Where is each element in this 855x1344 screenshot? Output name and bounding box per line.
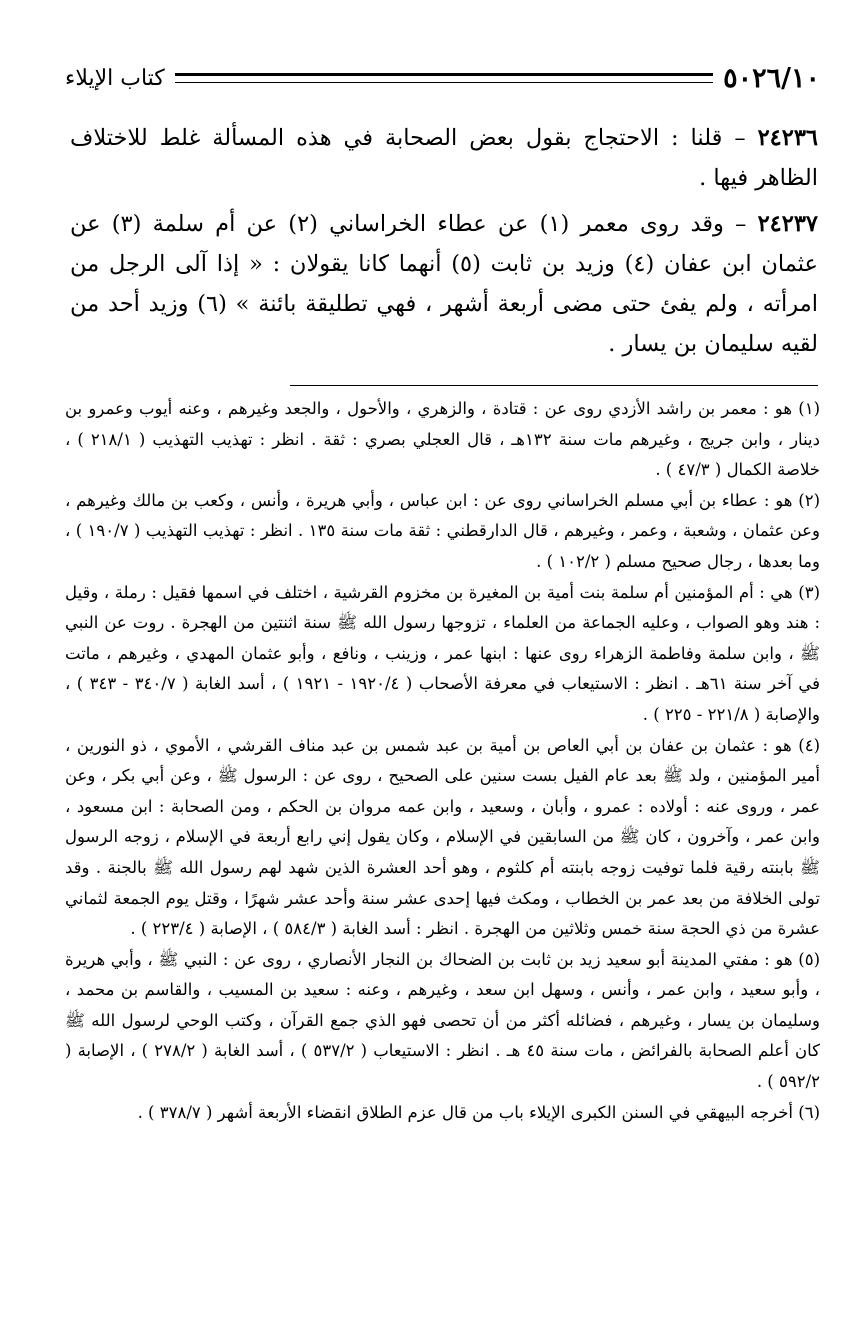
footnote-divider <box>290 385 818 386</box>
footnote: (٣) هي : أم المؤمنين أم سلمة بنت أمية بن المغيرة بن مخزوم القرشية ، اختلف في اسمها فقيل : رملة ، وقيل : هند وهو الصواب ، وعليه الجماعة من العلماء ، تزوجها رسول الله ﷺ سنة اثنتين من الهجرة . روت عن النبي ﷺ ، وابن سلمة وفاطمة الزهراء روى عنها : ابنها عمر ، وزينب ، ونافع ، وأبو عثمان المهدي ، وغيرهم ، ماتت في آخر سنة ٦١هـ . انظر : الاستيعاب في معرفة الأصحاب ( ١٩٢٠/٤ - ١٩٢١ ) ، أسد الغابة ( ٣٤٠/٧ - ٣٤٣ ) ، والإصابة ( ٢٢١/٨ - ٢٢٥ ) . <box>65 582 820 724</box>
main-text <box>70 118 818 370</box>
paragraph-text: – قلنا : الاحتجاج بقول بعض الصحابة في هذه المسألة غلط للاختلاف الظاهر فيها . <box>70 125 818 191</box>
footnote: (١) هو : معمر بن راشد الأزدي روى عن : قتادة ، والزهري ، والأحول ، والجعد وغيرهم ، وعنه أيوب وعمرو بن دينار ، وابن جريج ، وغيرهم مات سنة ١٣٢هـ ، قال العجلي بصري : ثقة . انظر : تهذيب التهذيب ( ٢١٨/١ ) ، خلاصة الكمال ( ٤٧/٣ ) . <box>65 399 820 480</box>
paragraph-text: – وقد روى معمر (١) عن عطاء الخراساني (٢) عن أم سلمة (٣) عن عثمان ابن عفان (٤) وزيد بن ثابت (٥) أنهما كانا يقولان : « إذا آلى الرجل من امرأته ، ولم يفئ حتى مضى أربعة أشهر ، فهي تطليقة بائنة » (٦) وزيد أحد من لقيه سليمان بن يسار . <box>70 211 818 357</box>
footnote: (٤) هو : عثمان بن عفان بن أبي العاص بن أمية بن عبد شمس بن عبد مناف القرشي ، الأموي ، ذو النورين ، أمير المؤمنين ، ولد ﷺ بعد عام الفيل بست سنين على الصحيح ، روى عن : الرسول ﷺ ، وعن أبي بكر ، وعن عمر ، وروى عنه : أولاده : عمرو ، وأبان ، وسعيد ، وابن عمه مروان بن الحكم ، ومن الصحابة : ابن مسعود ، وابن عمر ، وآخرون ، كان ﷺ من السابقين في الإسلام ، وكان يقول إني رابع أربعة في الإسلام ، زوجه الرسول ﷺ بابنته رقية فلما توفيت زوجه بابنته أم كلثوم ، وهو أحد العشرة الذين شهد لهم رسول الله ﷺ بالجنة . وقد تولى الخلافة من بعد عمر بن الخطاب ، ومكث فيها إحدى عشر سنة وأحد عشر شهرًا ، وقتل يوم الجمعة لثماني عشرة من ذي الحجة سنة خمس وثلاثين من الهجرة . انظر : أسد الغابة ( ٥٨٤/٣ ) ، الإصابة ( ٢٢٣/٤ ) . <box>65 735 821 939</box>
header-rule <box>175 73 713 83</box>
paragraph-number: ٢٤٢٣٧ <box>757 211 819 237</box>
paragraph-number: ٢٤٢٣٦ <box>757 125 818 151</box>
footnote: (٦) أخرجه البيهقي في السنن الكبرى الإيلاء باب من قال عزم الطلاق انقضاء الأربعة أشهر ( ٣٧٨/٧ ) . <box>137 1102 820 1122</box>
paragraph <box>70 204 818 364</box>
page-reference: ٥٠٢٦/١٠ <box>723 62 820 94</box>
page-header <box>65 58 820 98</box>
paragraph <box>70 118 818 198</box>
footnote: (٥) هو : مفتي المدينة أبو سعيد زيد بن ثابت بن الضحاك بن النجار الأنصاري ، روى عن : النبي ﷺ ، وأبي هريرة ، وأبو سعيد ، وابن عمر ، وأنس ، وسهل ابن سعد ، وغيرهم ، وعنه : سعيد بن المسيب ، والقاسم بن محمد ، وسليمان بن يسار ، وغيرهم ، فضائله أكثر من أن تحصى فهو الذي جمع القرآن ، وكتب الوحي لرسول الله ﷺ كان أعلم الصحابة بالفرائض ، مات سنة ٤٥ هـ . انظر : الاستيعاب ( ٥٣٧/٢ ) ، أسد الغابة ( ٢٧٨/٢ ) ، الإصابة ( ٥٩٢/٢ ) . <box>65 949 820 1092</box>
footnotes <box>65 394 820 1128</box>
book-title: كتاب الإيلاء <box>65 65 165 91</box>
footnote: (٢) هو : عطاء بن أبي مسلم الخراساني روى عن : ابن عباس ، وأبي هريرة ، وأنس ، وكعب بن مالك وغيرهم ، وعن عثمان ، وشعبة ، وعمر ، وغيرهم ، قال الدارقطني : ثقة مات سنة ١٣٥ . انظر : تهذيب التهذيب ( ١٩٠/٧ ) ، وما بعدها ، رجال صحيح مسلم ( ١٠٢/٢ ) . <box>65 490 820 571</box>
